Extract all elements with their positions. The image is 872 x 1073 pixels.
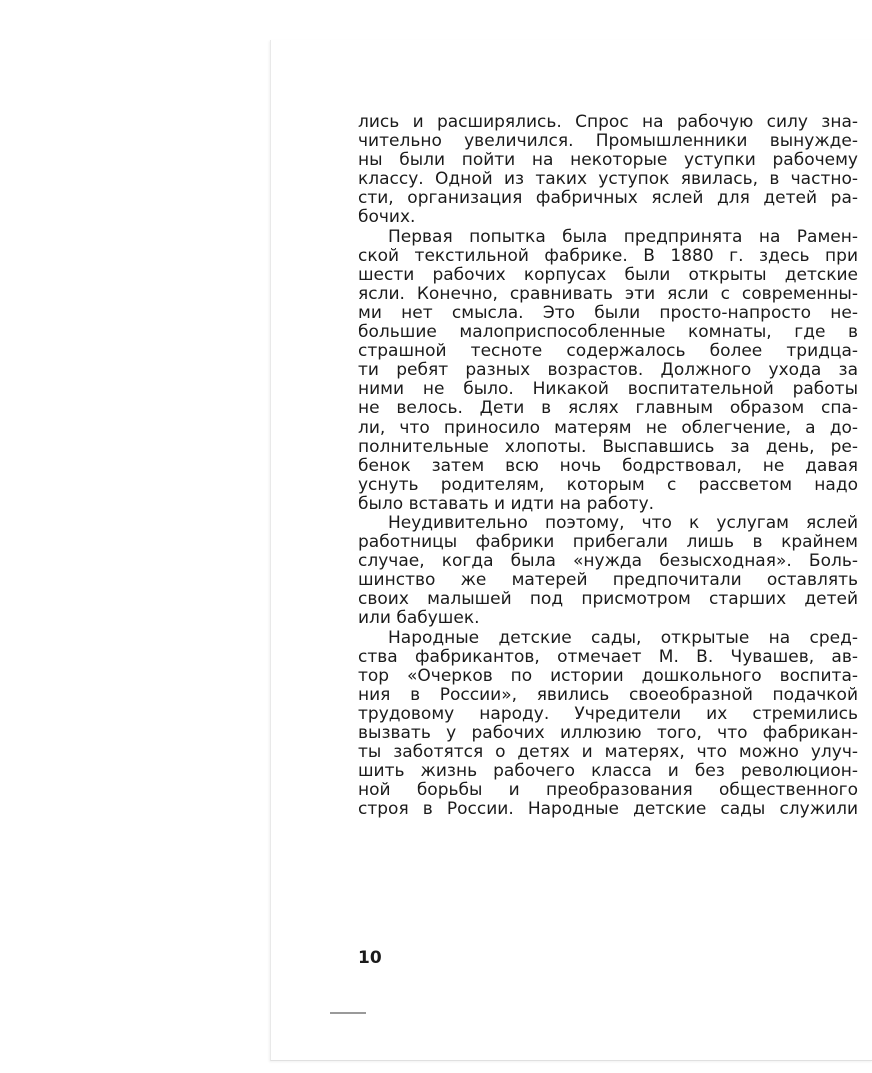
- page-number: 10: [358, 948, 382, 968]
- text-line: вызвать у рабочих иллюзию того, что фабрикан-: [358, 723, 858, 743]
- text-line: ской текстильной фабрике. В 1880 г. здесь при: [358, 245, 858, 266]
- text-line: ли, что приносило матерям не облегчение, а до-: [358, 417, 858, 438]
- text-line: трудовому народу. Учредители их стремились: [358, 703, 858, 724]
- page-bottom-mark: [330, 1012, 366, 1014]
- text-line: тор «Очерков по истории дошкольного воспита-: [358, 665, 858, 686]
- text-line: работницы фабрики прибегали лишь в крайнем: [358, 532, 858, 553]
- text-line: шинство же матерей предпочитали оставлять: [358, 570, 858, 591]
- text-line: Первая попытка была предпринята на Рамен-: [388, 226, 858, 247]
- paragraph-1: [358, 113, 858, 228]
- text-line: шести рабочих корпусах были открыты детские: [358, 264, 858, 285]
- text-line: чительно увеличился. Промышленники вынужде-: [358, 131, 858, 152]
- text-line: шить жизнь рабочего класса и без революцион-: [358, 761, 858, 782]
- text-line: не велось. Дети в яслях главным образом спа-: [358, 398, 858, 419]
- paragraph-4: [358, 629, 858, 820]
- text-line: было вставать и идти на работу.: [358, 493, 655, 514]
- text-line: случае, когда была «нужда безысходная». Боль-: [358, 551, 858, 572]
- page-body-text: [358, 113, 858, 819]
- text-line: ны были пойти на некоторые уступки рабочему: [358, 150, 858, 171]
- text-line: ними не было. Никакой воспитательной работы: [358, 379, 858, 400]
- text-line: классу. Одной из таких уступок явилась, в частно-: [358, 169, 858, 190]
- text-line: сти, организация фабричных яслей для детей ра-: [358, 188, 858, 209]
- text-line: строя в России. Народные детские сады служили: [358, 799, 858, 820]
- text-line: лись и расширялись. Спрос на рабочую силу зна-: [358, 112, 858, 132]
- text-line: ства фабрикантов, отмечает М. В. Чувашев, ав-: [358, 646, 858, 667]
- text-line: бочих.: [358, 207, 416, 228]
- text-line: ной борьбы и преобразования общественного: [358, 780, 858, 801]
- text-line: своих малышей под присмотром старших детей: [358, 589, 858, 610]
- text-line: или бабушек.: [358, 608, 480, 629]
- text-line: полнительные хлопоты. Выспавшись за день, ре-: [358, 436, 858, 457]
- paragraph-2: [358, 228, 858, 514]
- text-line: Неудивительно поэтому, что к услугам яслей: [388, 512, 858, 533]
- text-line: большие малоприспособленные комнаты, где в: [358, 322, 858, 343]
- text-line: бенок затем всю ночь бодрствовал, не давая: [358, 455, 858, 476]
- text-line: ты заботятся о детях и матерях, что можно улуч-: [358, 742, 858, 763]
- text-line: Народные детские сады, открытые на сред-: [388, 627, 858, 648]
- text-line: ния в России», явились своеобразной подачкой: [358, 684, 858, 705]
- text-line: страшной тесноте содержалось более тридца-: [358, 341, 858, 362]
- text-line: ми нет смысла. Это были просто-напросто не-: [358, 302, 858, 323]
- text-line: уснуть родителям, которым с рассветом надо: [358, 474, 858, 495]
- text-line: ясли. Конечно, сравнивать эти ясли с современны-: [358, 283, 858, 304]
- text-line: ти ребят разных возрастов. Должного ухода за: [358, 360, 858, 381]
- paragraph-3: [358, 514, 858, 629]
